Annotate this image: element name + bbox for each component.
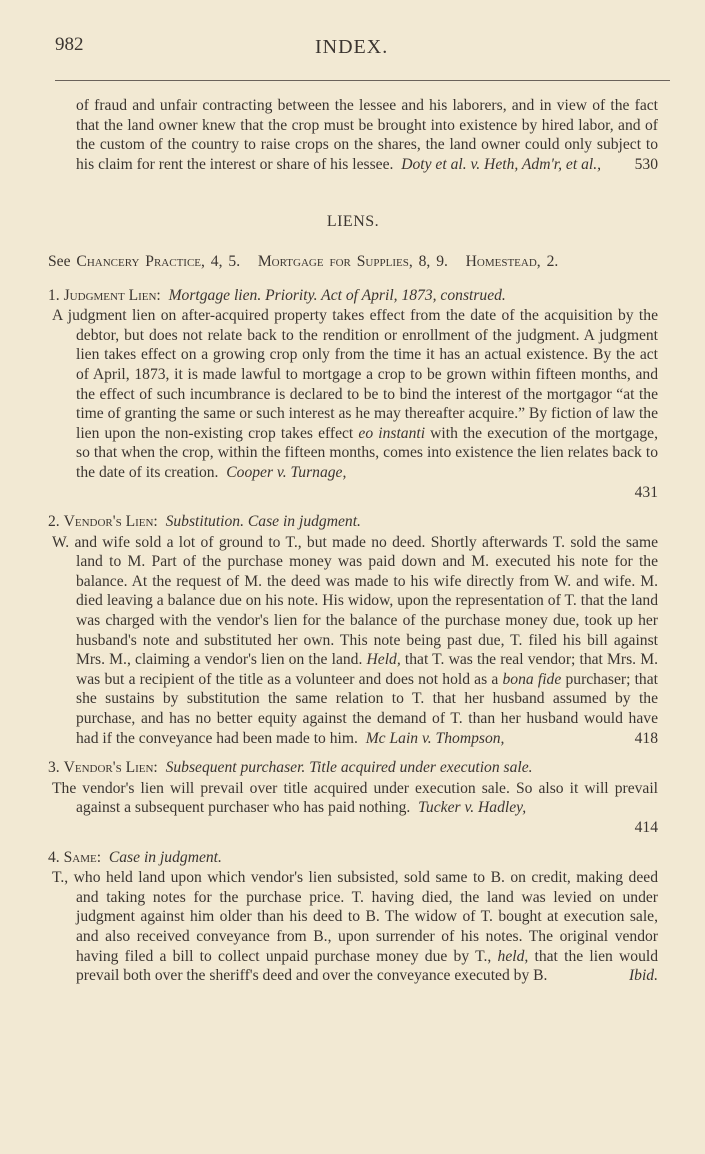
header-rule	[55, 80, 670, 81]
held-word: held,	[497, 947, 529, 965]
latin-phrase: bona fide	[502, 670, 562, 688]
section-title: LIENS.	[326, 213, 380, 231]
entry-body	[48, 306, 658, 482]
entry-subheading: Substitution. Case in judgment.	[165, 513, 361, 531]
entry-text: A judgment lien on after-acquired property takes effect from the date of the acquisition by the debtor, but does not relate back to the rendition or enrollment of the judgment. A judgment lien takes effect on a growing crop only from the time it has an actual existence. By the act of April, 1873, it is made lawful to mortgage a crop to be grown within fifteen months, and the effect of such incumbrance is declared to be to bind the interest of the mortgagor “at the time of granting the same or such interest as he may thereafter acquire.” By fiction of law the lien upon the non-existing crop takes effect	[52, 307, 658, 442]
index-entry	[48, 286, 658, 503]
entry-text: with the execution of the mortgage, so that when the crop, within the fifteen months, comes into existence the lien relates back to the date of its creation.	[76, 424, 659, 481]
entry-body	[48, 533, 658, 749]
case-citation: Mc Lain v. Thompson,	[365, 729, 505, 747]
held-word: Held,	[366, 651, 401, 669]
index-entry	[48, 512, 658, 748]
index-entry	[48, 758, 658, 837]
entry-title: Vendor's Lien:	[63, 513, 158, 531]
entry-text: W. and wife sold a lot of ground to T., but made no deed. Shortly afterwards T. sold the same land to M. Part of the purchase money was paid down and M. executed his note for the balance. At the request of M. the deed was made to his wife directly from W. and wife. M. died leaving a balance due on his note. His widow, upon the representation of T. that the land was charged with the vendor's lien for the balance of the purchase money due, took up her husband's note and substituted her own. This note being past due, T. filed his bill against Mrs. M., claiming a vendor's lien on the land.	[52, 533, 658, 669]
see-also-line	[48, 252, 658, 272]
page-reference: 414	[634, 819, 658, 836]
ibid-reference: Ibid.	[628, 967, 658, 985]
entry-title: Same:	[63, 848, 102, 866]
case-citation: Doty et al. v. Heth, Adm'r, et al.,	[401, 155, 602, 173]
case-citation: Tucker v. Hadley,	[418, 799, 527, 817]
cross-reference[interactable]: Mortgage for Supplies, 8, 9.	[257, 252, 448, 270]
entry-text: The vendor's lien will prevail over title acquired under execution sale. So also it will prevail against a subsequent purchaser who has paid nothing.	[52, 779, 658, 817]
page-body	[48, 96, 658, 986]
continuation-paragraph	[48, 96, 658, 174]
entry-number: 3.	[48, 759, 60, 777]
entry-heading	[48, 286, 658, 306]
entry-heading	[48, 512, 658, 532]
entry-title: Vendor's Lien:	[63, 759, 158, 777]
entry-heading	[48, 848, 658, 868]
entry-text: that T. was the real vendor; that Mrs. M. was but a recipient of the title as a volunteer and does not hold as a	[76, 651, 658, 688]
page-number: 982	[55, 34, 84, 55]
page-reference: 431	[634, 483, 658, 501]
see-prefix: See	[48, 252, 71, 270]
running-title: INDEX.	[315, 36, 389, 58]
entry-body	[48, 779, 658, 818]
latin-phrase: eo instanti	[358, 424, 426, 442]
page-reference: 530	[634, 155, 658, 173]
page-reference: 418	[634, 729, 658, 747]
entry-text: that the lien would prevail both over the sheriff's deed and over the conveyance executed by B.	[76, 947, 658, 985]
entry-title: Judgment Lien:	[63, 286, 161, 304]
entry-heading	[48, 758, 658, 778]
cross-reference[interactable]: Homestead, 2.	[465, 252, 559, 270]
cross-reference[interactable]: Chancery Practice, 4, 5.	[76, 252, 241, 270]
entry-subheading: Case in judgment.	[108, 848, 222, 866]
entry-number: 2.	[48, 513, 60, 531]
entry-number: 1.	[48, 286, 60, 304]
index-entry	[48, 848, 658, 986]
entry-text: purchaser; that she sustains by substitution the same relation to T. that her husband assumed by the purchase, and has no better equity against the demand of T. than her husband would have had if the conveyance had been made to him.	[76, 670, 658, 747]
continuation-text: of fraud and unfair contracting between the lessee and his laborers, and in view of the fact that the land owner knew that the crop must be brought into existence by hired labor, and of the custom of the country to raise crops on the shares, the land owner could only subject to his claim for rent the interest or share of his lessee.	[76, 97, 658, 173]
entry-subheading: Mortgage lien. Priority. Act of April, 1873, construed.	[168, 286, 506, 304]
entry-subheading: Subsequent purchaser. Title acquired under execution sale.	[165, 759, 533, 777]
case-citation: Cooper v. Turnage,	[226, 463, 347, 481]
entry-number: 4.	[48, 848, 60, 866]
entry-text: T., who held land upon which vendor's lien subsisted, sold same to B. on credit, making deed and taking notes for the purchase price. T. having died, the land was levied on under judgment against him older than his deed to B. The widow of T. bought at execution sale, and also received conveyance from B., upon surrender of his notes. The original vendor having filed a bill to collect unpaid purchase money due by T.,	[52, 869, 658, 965]
